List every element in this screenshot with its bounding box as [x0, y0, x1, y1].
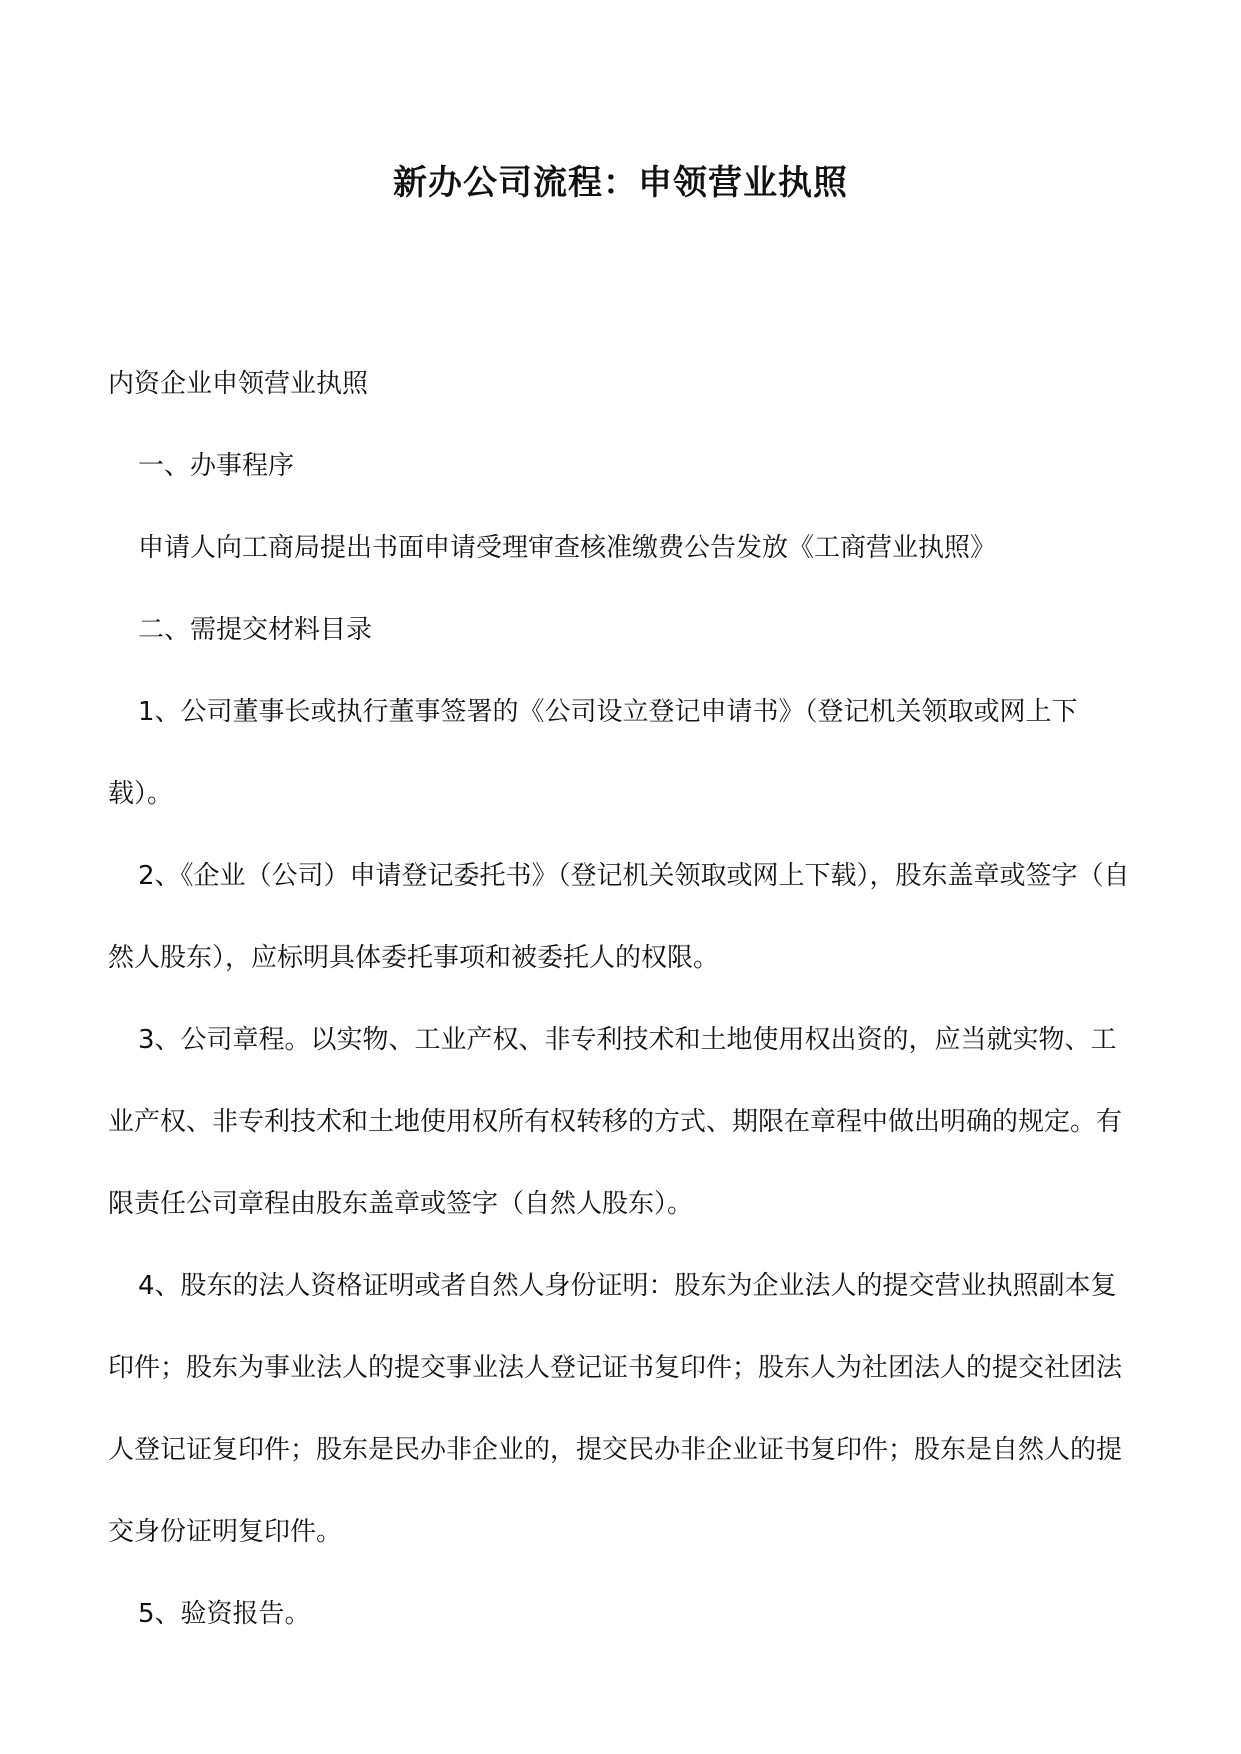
material-item-1: 1、公司董事长或执行董事签署的《公司设立登记申请书》（登记机关领取或网上下载）。	[108, 697, 1078, 809]
material-item-2: 2、《企业（公司）申请登记委托书》（登记机关领取或网上下载），股东盖章或签字（自然人股东），应标明具体委托事项和被委托人的权限。	[108, 861, 1130, 973]
subtitle: 内资企业申领营业执照	[108, 369, 369, 399]
section-heading-procedure: 一、办事程序	[138, 451, 295, 481]
page-title: 新办公司流程：申领营业执照	[393, 163, 848, 203]
material-item-5: 5、验资报告。	[138, 1599, 311, 1629]
material-item-4: 4、股东的法人资格证明或者自然人身份证明：股东为企业法人的提交营业执照副本复印件；股东为事业法人的提交事业法人登记证书复印件；股东人为社团法人的提交社团法人登记证复印件；股东是民办非企业的，提交民办非企业证书复印件；股东是自然人的提交身份证明复印件。	[108, 1271, 1123, 1547]
procedure-text: 申请人向工商局提出书面申请受理审查核准缴费公告发放《工商营业执照》	[138, 533, 997, 563]
document-body	[108, 343, 1138, 1655]
material-item-3: 3、公司章程。以实物、工业产权、非专利技术和土地使用权出资的，应当就实物、工业产权、非专利技术和土地使用权所有权转移的方式、期限在章程中做出明确的规定。有限责任公司章程由股东盖章或签字（自然人股东）。	[108, 1025, 1123, 1219]
section-heading-materials: 二、需提交材料目录	[138, 615, 373, 645]
